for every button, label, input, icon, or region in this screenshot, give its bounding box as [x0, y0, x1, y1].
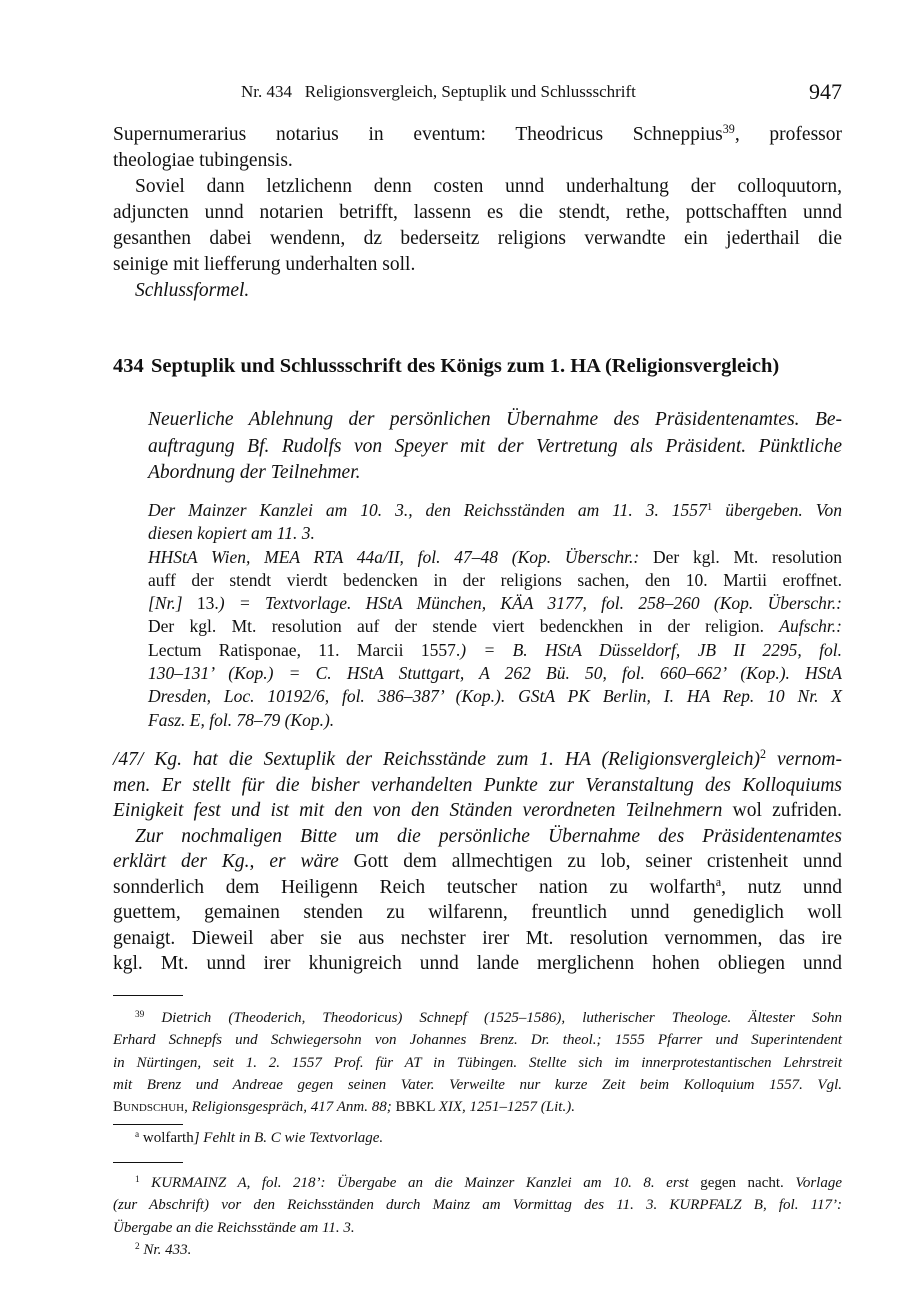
footnote-a	[113, 1127, 842, 1149]
text-run: , professor	[734, 124, 842, 145]
text-run: Erhard Schnepfs und Schwiegersohn von Johannes Brenz. Dr. theol.; 1555 Pfarrer und Superintendent	[113, 1032, 842, 1049]
text-run: wol zufriden.	[732, 800, 842, 821]
text-run: Bundschuh	[113, 1099, 185, 1116]
text-run: sonnderlich dem Heiligenn Reich teutscher nation zu wolfarth	[113, 876, 716, 898]
text-run: theologiae tubingensis.	[113, 150, 293, 171]
text-run: Lectum Ratisponae, 11. Marcii 1557.	[148, 639, 461, 660]
text-line	[148, 499, 842, 522]
text-run: vernom-	[766, 749, 842, 770]
text-run: Gott dem allmechtigen zu lob, seiner cristenheit unnd	[353, 851, 842, 872]
text-line	[113, 1029, 842, 1051]
text-line	[113, 900, 842, 926]
text-line	[148, 615, 842, 638]
text-run: Übergabe an die Reichsstände am 11. 3.	[113, 1219, 355, 1236]
text-line	[113, 875, 842, 901]
text-run: Der kgl. Mt. resolution	[653, 546, 843, 567]
text-run: guettem, gemainen stenden zu wilfarenn, freuntlich unnd genediglich woll	[113, 902, 842, 923]
text-line	[148, 592, 842, 615]
text-run: ) = B. HStA Düsseldorf, JB II 2295, fol.	[460, 639, 842, 660]
footnote-rule	[113, 1124, 183, 1125]
footnote-marker: 1	[706, 501, 713, 514]
footnote-marker: a	[715, 874, 722, 889]
text-run: ,	[184, 1099, 192, 1116]
running-title: Nr. 434 Religionsvergleich, Septuplik und Schlussschrift	[241, 82, 636, 101]
text-run: auff der stendt vierdt bedencken in der religions sachen, den 10. Martii eroffnet.	[148, 569, 842, 590]
text-run: (zur Abschrift) vor den Reichsständen durch Mainz am Vormittag des 11. 3. KURPFALZ B, fol. 117’:	[113, 1197, 842, 1214]
text-line	[113, 747, 842, 773]
text-run: /47/ Kg. hat die Sextuplik der Reichsstände zum 1. HA (Religionsvergleich)	[113, 749, 760, 770]
text-run: Abordnung der Teilnehmer.	[148, 462, 361, 483]
text-run: kgl. Mt. unnd irer khunigreich unnd lande merglichenn hohen obliegen unnd	[113, 953, 842, 974]
text-run: KURMAINZ A, fol. 218’: Übergabe an die Mainzer Kanzlei am 10. 8. erst	[139, 1175, 701, 1191]
text-line	[113, 1239, 842, 1261]
text-run: Dietrich (Theoderich, Theodoricus) Schnepf (1525–1586), lutherischer Theologe. Ältester Sohn	[144, 1010, 842, 1026]
text-line	[113, 148, 842, 174]
text-line	[113, 798, 842, 824]
footnote-39	[113, 1007, 842, 1118]
text-run: BBKL	[395, 1099, 439, 1116]
footnotes-numbered	[113, 1172, 842, 1261]
text-run: Der kgl. Mt. resolution auf der stende viert bedenckhen in der religion.	[148, 616, 780, 637]
page-number: 947	[809, 79, 842, 104]
text-run: diesen kopiert am 11. 3.	[148, 523, 315, 544]
text-line	[148, 407, 842, 434]
text-run: Dresden, Loc. 10192/6, fol. 386–387’ (Kop.). GStA PK Berlin, I. HA Rep. 10 Nr. X	[148, 686, 842, 707]
text-line	[113, 1172, 842, 1194]
text-run: men. Er stellt für die bisher verhandelten Punkte zur Veranstaltung des Kolloquiums	[113, 774, 842, 796]
text-line	[148, 709, 842, 732]
text-line	[148, 569, 842, 592]
text-line	[113, 1007, 842, 1029]
footnote-rule	[113, 1162, 183, 1163]
text-line	[113, 824, 842, 850]
text-run: Religionsgespräch, 417 Anm. 88;	[191, 1099, 396, 1116]
text-run: wolfarth	[139, 1130, 194, 1146]
section-heading	[113, 352, 842, 380]
text-line	[148, 685, 842, 708]
text-run: XIX, 1251–1257 (Lit.).	[438, 1099, 575, 1116]
footnote-rule	[113, 995, 183, 996]
footnote-marker: 39	[135, 1009, 145, 1020]
text-run: , nutz unnd	[721, 876, 842, 898]
running-header	[113, 79, 842, 105]
footnote-marker: 2	[135, 1241, 140, 1252]
section-summary	[148, 407, 842, 487]
text-run: genaigt. Dieweil aber sie aus nechster irer Mt. resolution vernommen, das ire	[113, 927, 842, 949]
text-line	[113, 926, 842, 952]
text-line	[113, 773, 842, 799]
text-run: 130–131’ (Kop.) = C. HStA Stuttgart, A 262 Bü. 50, fol. 660–662’ (Kop.). HStA	[148, 663, 842, 684]
text-line	[113, 1096, 842, 1118]
text-line	[113, 278, 842, 304]
text-run: Der Mainzer Kanzlei am 10. 3., den Reichsständen am 11. 3. 1557	[148, 500, 707, 520]
text-line	[113, 951, 842, 977]
text-line	[113, 200, 842, 226]
text-run: in Nürtingen, seit 1. 2. 1557 Prof. für AT in Tübingen. Stellte sich im innerprotestantischen Lehrstreit	[113, 1054, 842, 1071]
text-run: mit Brenz und Andreae gegen seinen Vater. Verweilte nur kurze Zeit beim Kolloquium 1557. Vgl.	[113, 1076, 842, 1093]
text-run: Soviel dann letzlichenn denn costen unnd underhaltung der colloquutorn,	[135, 176, 842, 197]
text-run: Aufschr.:	[779, 616, 842, 637]
text-run: HHStA Wien, MEA RTA 44a/II, fol. 47–48 (Kop. Überschr.:	[148, 546, 653, 567]
section-title: Septuplik und Schlussschrift des Königs zum 1. HA (Religionsvergleich)	[151, 355, 780, 377]
text-run: Fasz. E, fol. 78–79 (Kop.).	[148, 709, 335, 730]
text-run: 13.	[196, 593, 219, 614]
text-run: Neuerliche Ablehnung der persönlichen Übernahme des Präsidentenamtes. Be-	[148, 409, 842, 430]
text-line	[148, 460, 842, 487]
footnote-marker: 39	[722, 122, 735, 137]
text-line	[148, 546, 842, 569]
section-number: 434	[113, 355, 144, 377]
text-run: gegen nacht.	[700, 1175, 796, 1191]
text-line	[113, 122, 842, 148]
text-run: [Nr.]	[148, 593, 197, 614]
text-run: seinige mit liefferung underhalten soll.	[113, 254, 416, 275]
text-line	[113, 1052, 842, 1074]
text-run: Supernumerarius notarius in eventum: Theodricus Schneppius	[113, 124, 723, 145]
document-continuation-text	[113, 122, 842, 304]
text-run: auftragung Bf. Rudolfs von Speyer mit der Vertretung als Präsident. Pünktliche	[148, 435, 842, 457]
text-line	[148, 434, 842, 461]
text-run: Vorlage	[795, 1175, 842, 1191]
text-run: Einigkeit fest und ist mit den von den Ständen verordneten Teilnehmern	[113, 800, 733, 821]
text-line	[113, 174, 842, 200]
text-run: ) = Textvorlage. HStA München, KÄA 3177, fol. 258–260 (Kop. Überschr.:	[218, 593, 842, 614]
footnote-marker: 1	[135, 1174, 140, 1185]
source-note	[148, 499, 842, 732]
text-run: ] Fehlt in B. C wie Textvorlage.	[193, 1130, 384, 1146]
text-line	[148, 639, 842, 662]
text-line	[113, 1217, 842, 1239]
text-run: übergeben. Von	[712, 500, 842, 520]
main-text	[113, 747, 842, 977]
text-line	[148, 662, 842, 685]
text-line	[113, 252, 842, 278]
text-line	[113, 1127, 842, 1149]
text-run: gesanthen dabei wendenn, dz bederseitz religions verwandte ein jederthail die	[113, 228, 842, 249]
text-run: Zur nochmaligen Bitte um die persönliche Übernahme des Präsidentenamtes	[135, 825, 842, 847]
text-line	[113, 1074, 842, 1096]
text-line	[113, 1194, 842, 1216]
text-run: Nr. 433.	[139, 1241, 192, 1258]
text-run: erklärt der Kg., er wäre	[113, 851, 354, 872]
text-run: adjuncten unnd notarien betrifft, lassenn es die stendt, rethe, pottschafften unnd	[113, 202, 842, 223]
text-line	[148, 522, 842, 545]
text-run: Schlussformel.	[135, 280, 250, 301]
footnote-marker: a	[135, 1129, 140, 1140]
text-line	[113, 849, 842, 875]
text-line	[113, 226, 842, 252]
footnote-marker: 2	[759, 747, 767, 762]
